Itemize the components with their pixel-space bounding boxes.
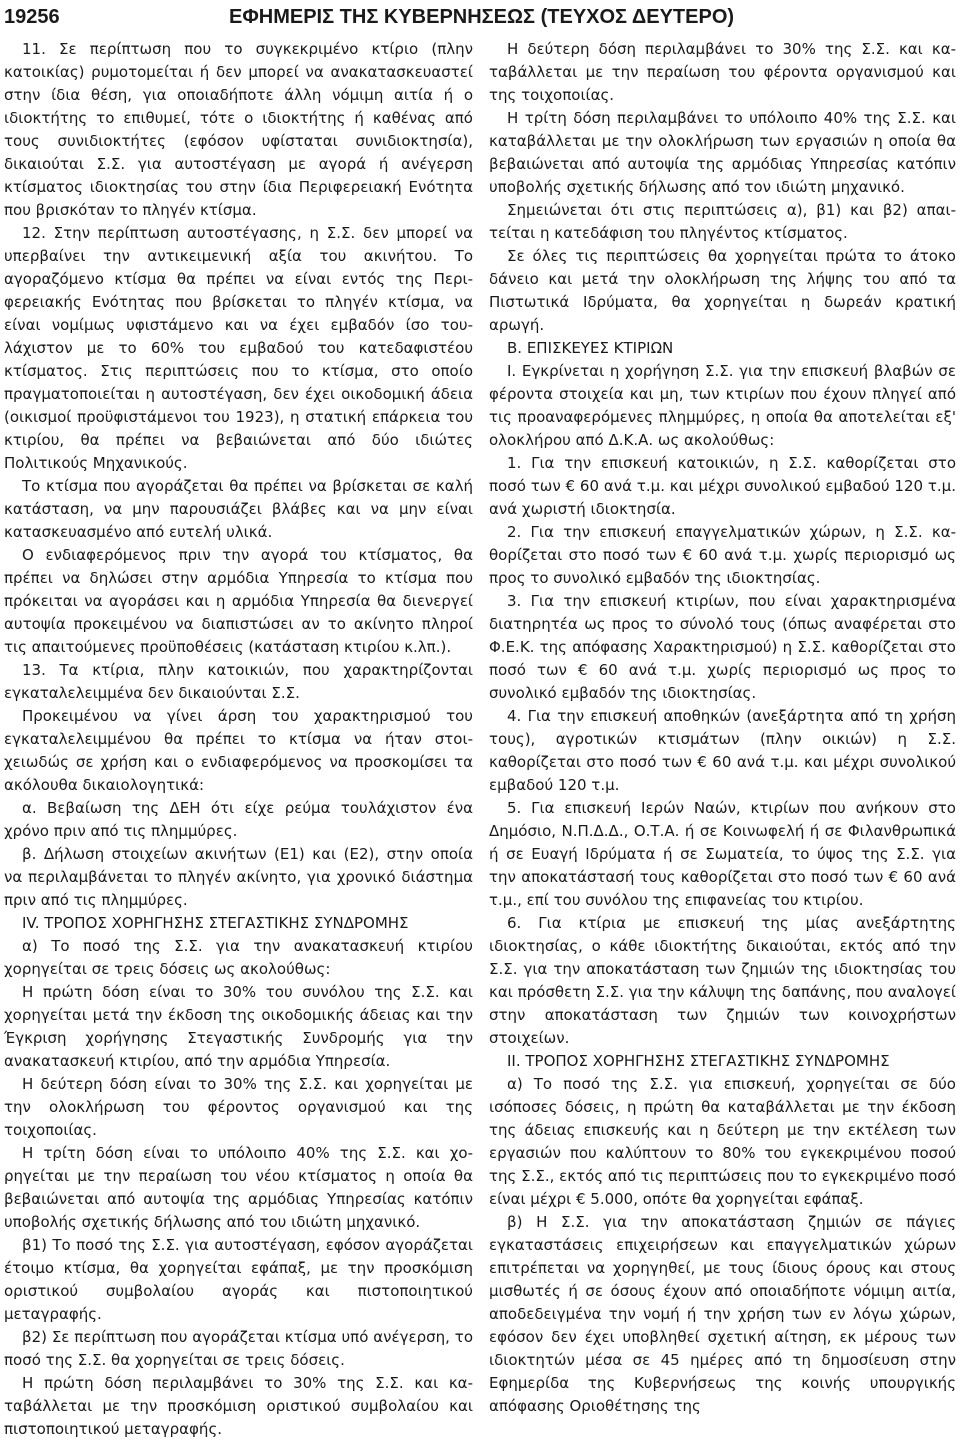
paragraph-b1: β1) Το ποσό της Σ.Σ. για αυτοστέγαση, εφόσον αγοράζεται έτοιμο κτίσμα, θα χορηγείται εφάπαξ, με την προσκόμιση οριστικού συμβολαίου αγοράς και πιστοποιητικού μεταγραφής. (4, 1236, 473, 1323)
list-item-b: β. Δήλωση στοιχείων ακινήτων (Ε1) και (Ε2), στην οποία να περιλαμβάνεται το πληγέν ακίνητο, για χρονικό διάστημα πριν από τις πλημμύρες. (4, 845, 473, 909)
list-item-5: 5. Για επισκευή Ιερών Ναών, κτιρίων που ανήκουν στο Δημόσιο, Ν.Π.Δ.Δ., Ο.Τ.Α. ή σε Κοινωφελή ή σε Φιλανθρωπικά ή σε Ευαγή Ιδρύματα ή σε Σωματεία, το ύψος της Σ.Σ. για την αποκατάστασή τους καθορίζεται στο ποσό των € 60 ανά τ.μ., επί του συνόλου της επιφανείας του κτιρίου. (489, 799, 956, 909)
paragraph-11: 11. Σε περίπτωση που το συγκεκριμένο κτίριο (πλην κατοικίας) ρυμοτομείται ή δεν μπορεί να ανακατασκευαστεί στην ίδια θέση, για οποιαδήποτε άλλη νόμιμη αιτία ή ο ιδιοκτήτης το επιθυμεί, τότε ο ιδιοκτήτης ή καθένας από τους συνιδιοκτήτες (εφόσον υφίσταται συνιδιοκτησία), δικαιούται Σ.Σ. για αυτοστέγαση με αγορά ή ανέγερση κτίσματος ιδιοκτησίας του στην ίδια Περιφερειακή Ενότητα που βρισκόταν το πληγέν κτίσμα. (4, 40, 473, 219)
list-item-6: 6. Για κτίρια με επισκευή της μίας ανεξάρτητης ιδιοκτησίας, ο κάθε ιδιοκτήτης δικαιούται, εκτός από την Σ.Σ. για την αποκατάσταση των ζημιών της ιδιοκτησίας του και πρόσθετη Σ.Σ. για την κάλυψη της δαπάνης, που αναλογεί στην αποκατάσταση των ζημιών των κοινοχρήστων στοιχείων. (489, 914, 956, 1047)
paragraph: Το κτίσμα που αγοράζεται θα πρέπει να βρίσκεται σε καλή κατάσταση, να μην παρουσιάζει βλάβες και να μην είναι κατασκευασμένο από ευτελή υλικά. (4, 477, 473, 541)
list-item-2: 2. Για την επισκευή επαγγελματικών χώρων, η Σ.Σ. καθορίζεται στο ποσό των € 60 ανά τ.μ. χωρίς περιορισμό ως προς το συνολικό εμβαδόν της ιδιοκτησίας. (489, 523, 956, 587)
section-heading-iv: IV. ΤΡΟΠΟΣ ΧΟΡΗΓΗΣΗΣ ΣΤΕΓΑΣΤΙΚΗΣ ΣΥΝΔΡΟΜΗΣ (22, 914, 409, 932)
paragraph: Η δεύτερη δόση περιλαμβάνει το 30% της Σ.Σ. και καταβάλλεται με την περαίωση του φέροντα οργανισμού και της τοιχοποιίας. (489, 40, 956, 104)
list-item-1: 1. Για την επισκευή κατοικιών, η Σ.Σ. καθορίζεται στο ποσό των € 60 ανά τ.μ. και μέχρι συνολικού εμβαδού 120 τ.μ. ανά χωριστή ιδιοκτησία. (489, 454, 956, 518)
list-item-a: α. Βεβαίωση της ΔΕΗ ότι είχε ρεύμα τουλάχιστον ένα χρόνο πριν από τις πλημμύρες. (4, 799, 473, 840)
page-number: 19256 (4, 6, 60, 28)
paragraph-b: β) Η Σ.Σ. για την αποκατάσταση ζημιών σε πάγιες εγκαταστάσεις επιχειρήσεων και επαγγελματικών χώρων επιτρέπεται να χορηγηθεί, με τους ίδιους όρους και στους μισθωτές ή σε όσους έχουν από οποιαδήποτε νόμιμη αιτία, αποδεδειγμένα την νομή ή την χρήση των εν λόγω χώρων, εφόσον δεν έχει υποβληθεί σχετική αίτηση, εκ μέρους των ιδιοκτητών μέσα σε 45 ημέρες από τη δημοσίευση στην Εφημερίδα της Κυβερνήσεως της κοινής υπουργικής απόφασης Οριοθέτησης της (489, 1213, 956, 1415)
paragraph: Σε όλες τις περιπτώσεις θα χορηγείται πρώτα το άτοκο δάνειο και μετά την ολοκλήρωση της λήψης του από τα Πιστωτικά Ιδρύματα, θα χορηγείται η δωρεάν κρατική αρωγή. (489, 247, 956, 334)
section-heading-b: Β. ΕΠΙΣΚΕΥΕΣ ΚΤΙΡΙΩΝ (507, 339, 674, 357)
paragraph-a: α) Το ποσό της Σ.Σ. για επισκευή, χορηγείται σε δύο ισόποσες δόσεις, η πρώτη θα καταβάλλεται με την έκδοση της άδειας επισκευής και η δεύτερη με την εκτέλεση των εργασιών που καλύπτουν το 80% του εγκεκριμένου ποσού της Σ.Σ., εκτός από τις περιπτώσεις που το εγκεκριμένο ποσό είναι μέχρι € 5.000, οπότε θα χορηγείται εφάπαξ. (489, 1075, 956, 1208)
left-column (4, 38, 473, 1441)
paragraph: Η πρώτη δόση περιλαμβάνει το 30% της Σ.Σ. και καταβάλλεται με την προσκόμιση οριστικού συμβολαίου και πιστοποιητικού μεταγραφής. (4, 1374, 473, 1438)
right-column (489, 38, 956, 1418)
paragraph: Ι. Εγκρίνεται η χορήγηση Σ.Σ. για την επισκευή βλαβών σε φέροντα στοιχεία και μη, των κτιρίων που έχουν πληγεί από τις προαναφερόμενες πλημμύρες, η οποία θα αποτελείται εξ' ολοκλήρου από Δ.Κ.Α. ως ακολούθως: (489, 362, 956, 449)
paragraph: Η τρίτη δόση είναι το υπόλοιπο 40% της Σ.Σ. και χορηγείται με την περαίωση του νέου κτίσματος η οποία θα βεβαιώνεται από αυτοψία της αρμόδιας Υπηρεσίας κατόπιν υποβολής σχετικής δήλωσης από του ιδιώτη μηχανικό. (4, 1144, 473, 1231)
paragraph-13: 13. Τα κτίρια, πλην κατοικιών, που χαρακτηρίζονται εγκαταλελειμμένα δεν δικαιούνται Σ.Σ. (4, 661, 473, 702)
paragraph: Σημειώνεται ότι στις περιπτώσεις α), β1) και β2) απαιτείται η κατεδάφιση του πληγέντος κτίσματος. (489, 201, 956, 242)
list-item-4: 4. Για την επισκευή αποθηκών (ανεξάρτητα από τη χρήση τους), αγροτικών κτισμάτων (πλην οικιών) η Σ.Σ. καθορίζεται στο ποσό των € 60 ανά τ.μ. και μέχρι συνολικού εμβαδού 120 τ.μ. (489, 707, 956, 794)
paragraph: Ο ενδιαφερόμενος πριν την αγορά του κτίσματος, θα πρέπει να δηλώσει στην αρμόδια Υπηρεσία το κτίσμα που πρόκειται να αγοράσει και η αρμόδια Υπηρεσία θα διενεργεί αυτοψία προκειμένου να διαπιστώσει αν το ακίνητο πληροί τις απαιτούμενες προϋποθέσεις (κατάσταση κτιρίου κ.λπ.). (4, 546, 473, 656)
paragraph: α) Το ποσό της Σ.Σ. για την ανακατασκευή κτιρίου χορηγείται σε τρεις δόσεις ως ακολούθως: (4, 937, 473, 978)
paragraph-b2: β2) Σε περίπτωση που αγοράζεται κτίσμα υπό ανέγερση, το ποσό της Σ.Σ. θα χορηγείται σε τρεις δόσεις. (4, 1328, 473, 1369)
paragraph: Προκειμένου να γίνει άρση του χαρακτηρισμού του εγκαταλελειμμένου θα πρέπει το κτίσμα να ήταν στοιχειωδώς σε χρήση και ο ενδιαφερόμενος να προσκομίσει τα ακόλουθα δικαιολογητικά: (4, 707, 473, 794)
list-item-3: 3. Για την επισκευή κτιρίων, που είναι χαρακτηρισμένα διατηρητέα ως προς το σύνολό τους (όπως αναφέρεται στο Φ.Ε.Κ. της απόφασης Χαρακτηρισμού) η Σ.Σ. καθορίζεται στο ποσό των € 60 ανά τ.μ. χωρίς περιορισμό ως προς το συνολικό εμβαδόν της ιδιοκτησίας. (489, 592, 956, 702)
paragraph: Η δεύτερη δόση είναι το 30% της Σ.Σ. και χορηγείται με την ολοκλήρωση του φέροντος οργανισμού και της τοιχοποιίας. (4, 1075, 473, 1139)
paragraph: Η πρώτη δόση είναι το 30% του συνόλου της Σ.Σ. και χορηγείται μετά την έκδοση της οικοδομικής άδειας και την Έγκριση χορήγησης Στεγαστικής Συνδρομής για την ανακατασκευή κτιρίου, από την αρμόδια Υπηρεσία. (4, 983, 473, 1070)
gazette-title: ΕΦΗΜΕΡΙΣ ΤΗΣ ΚΥΒΕΡΝΗΣΕΩΣ (ΤΕΥΧΟΣ ΔΕΥΤΕΡΟ) (229, 6, 735, 28)
paragraph: Η τρίτη δόση περιλαμβάνει το υπόλοιπο 40% της Σ.Σ. και καταβάλλεται με την ολοκλήρωση των εργασιών η οποία θα βεβαιώνεται από αυτοψία της αρμόδιας Υπηρεσίας κατόπιν υποβολής σχετικής δήλωσης από τον ιδιώτη μηχανικό. (489, 109, 956, 196)
section-heading-ii: ΙΙ. ΤΡΟΠΟΣ ΧΟΡΗΓΗΣΗΣ ΣΤΕΓΑΣΤΙΚΗΣ ΣΥΝΔΡΟΜΗΣ (507, 1052, 890, 1070)
page-header (4, 4, 954, 30)
paragraph-12: 12. Στην περίπτωση αυτοστέγασης, η Σ.Σ. δεν μπορεί να υπερβαίνει την αντικειμενική αξία του ακινήτου. Το αγοραζόμενο κτίσμα θα πρέπει να είναι εντός της Περιφερειακής Ενότητας που βρίσκεται το πληγέν κτίσμα, να είναι νομίμως υφιστάμενο και να έχει εμβαδόν ίσο τουλάχιστον με το 60% του εμβαδού του κατεδαφιστέου κτίσματος. Στις περιπτώσεις που το κτίσμα, στο οποίο πραγματοποιείται η αυτοστέγαση, δεν έχει οικοδομική άδεια (οικισμοί προϋφιστάμενοι του 1923), η στατική επάρκεια του κτιρίου, θα πρέπει να βεβαιώνεται από δύο ιδιώτες Πολιτικούς Μηχανικούς. (4, 224, 473, 472)
